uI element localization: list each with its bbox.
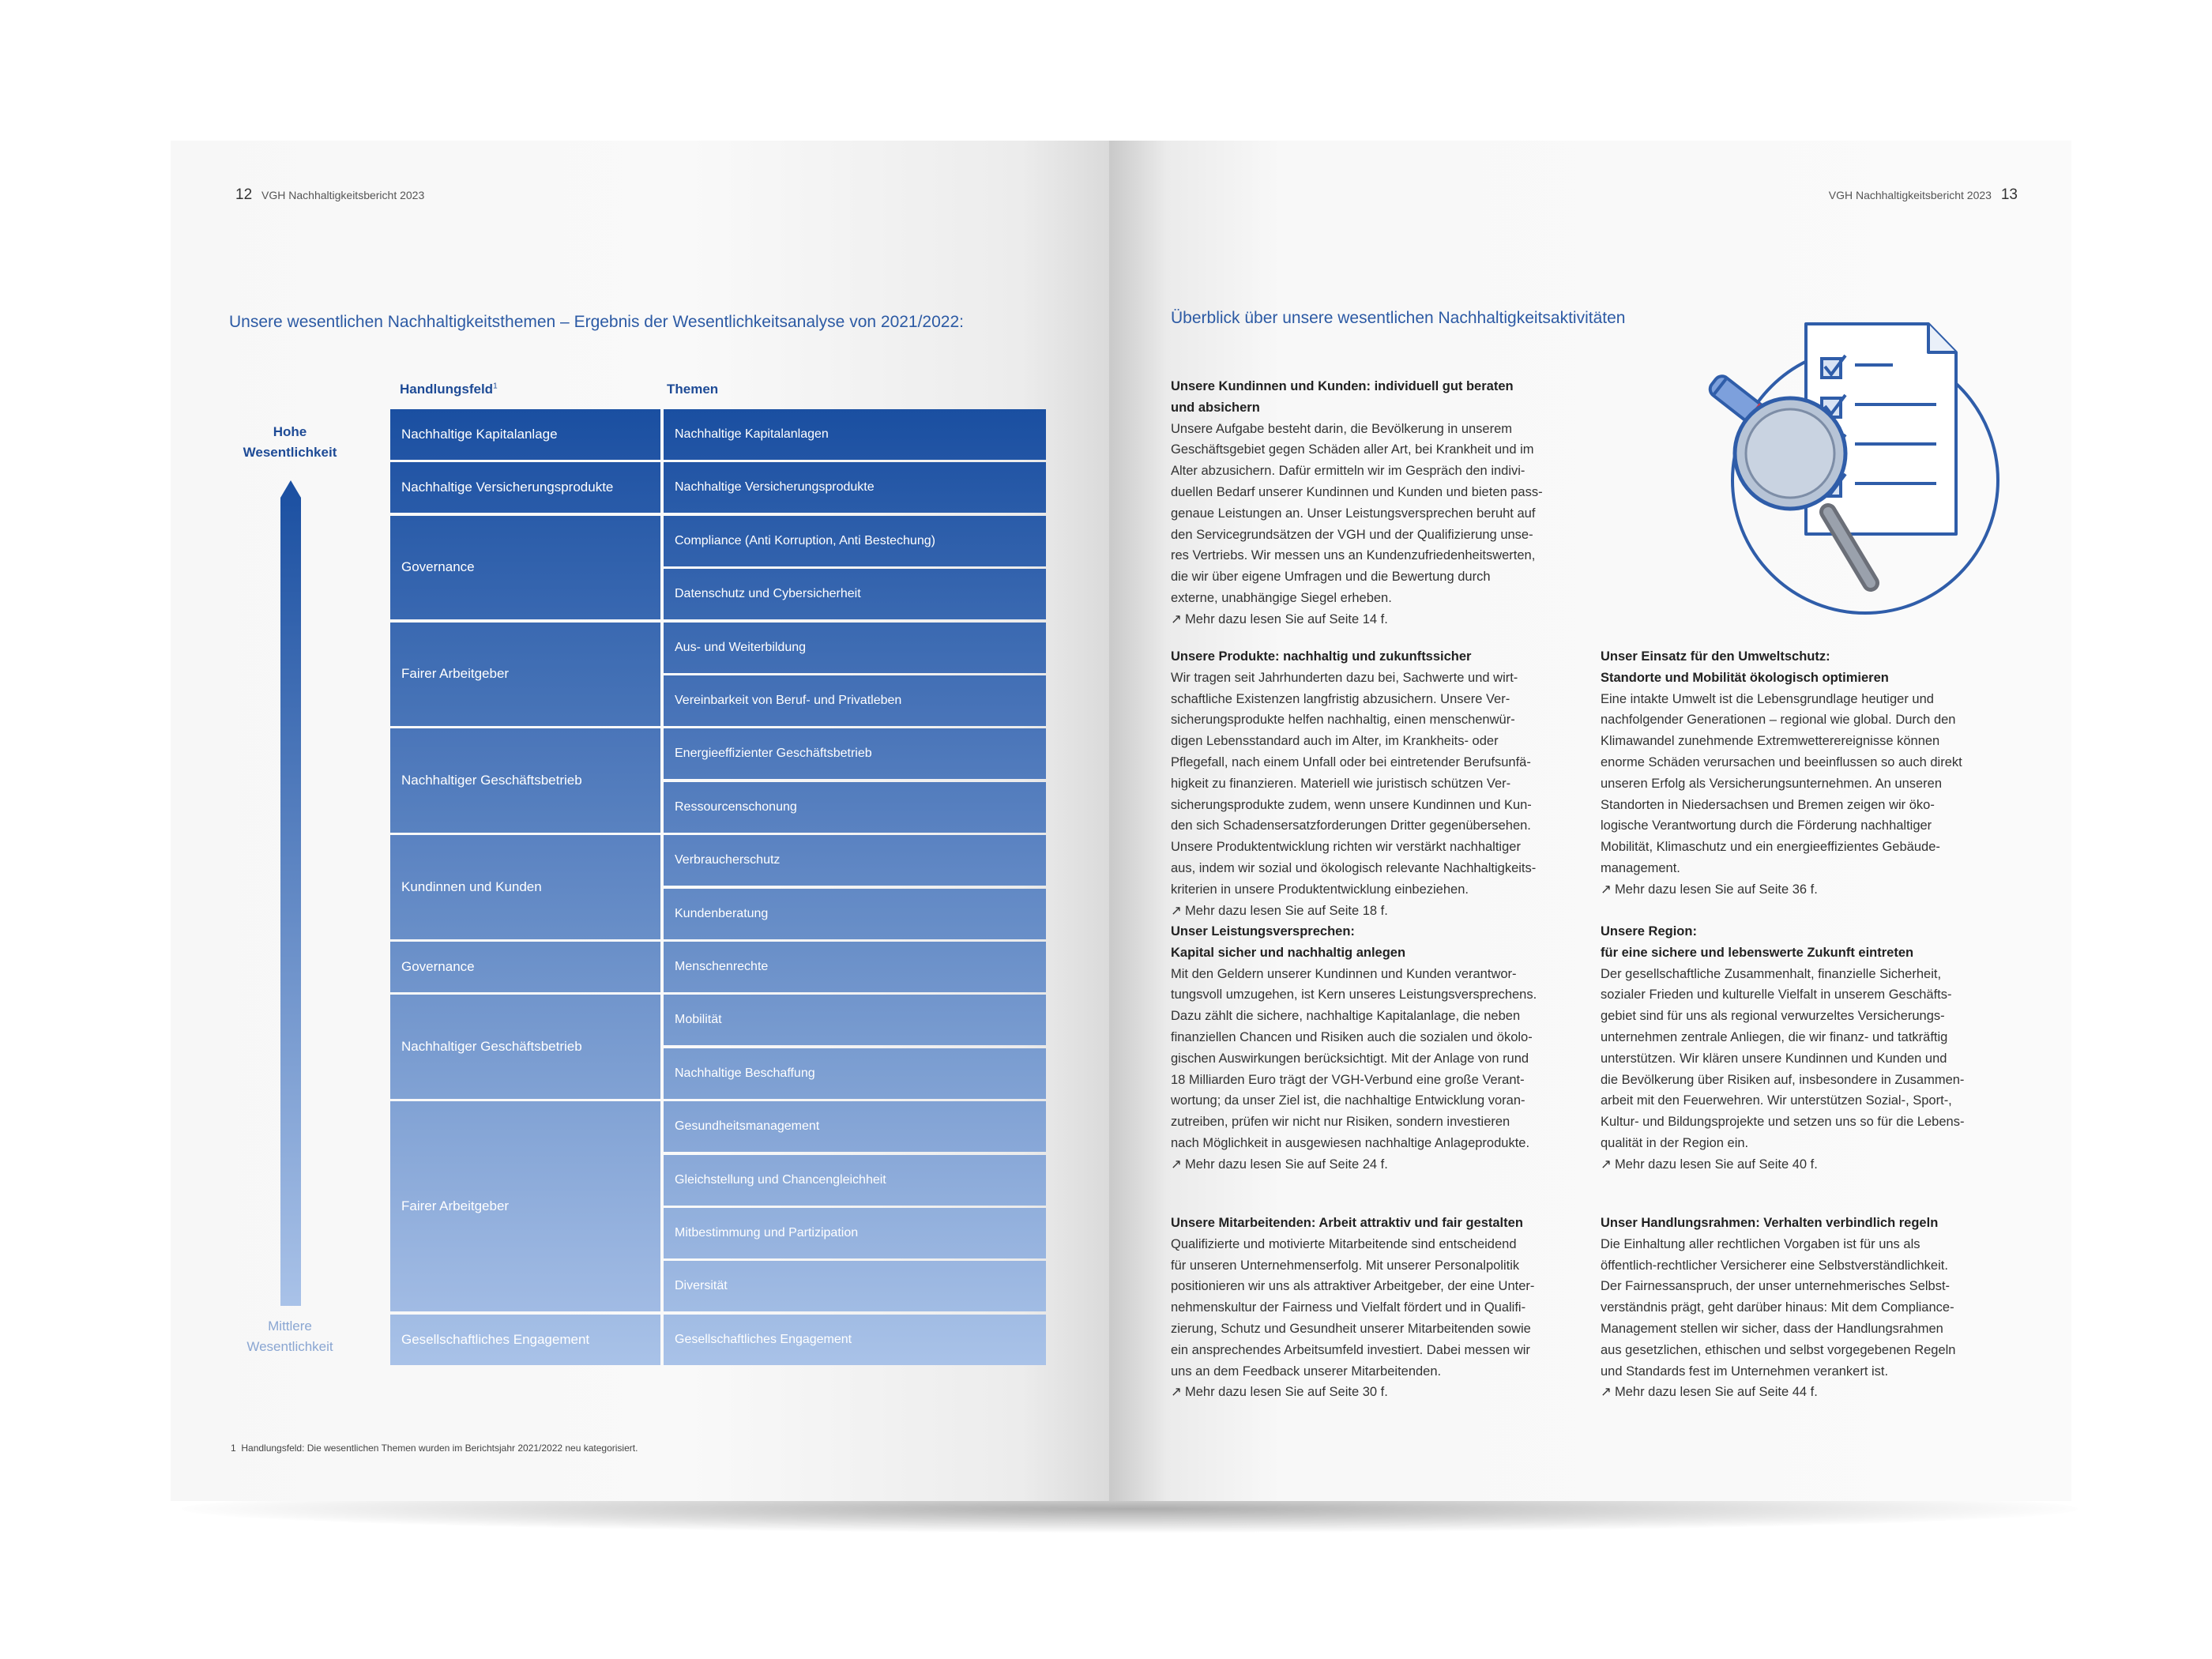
section-body-line: logische Verantwortung durch die Förderung nachhaltiger [1601,818,1932,833]
section-body-line: Pflegefall, nach einem Unfall oder bei eintretender Berufsunfä- [1171,754,1531,769]
section-body-line: Unsere Produktentwicklung richten wir verstärkt nachhaltiger [1171,840,1521,855]
topic-cell: Compliance (Anti Korruption, Anti Bestechung) [664,516,1046,566]
read-more-label: Mehr dazu lesen Sie auf Seite 30 f. [1185,1385,1388,1400]
section-body-line: Unsere Aufgabe besteht darin, die Bevölkerung in unserem [1171,421,1513,436]
topic-cell: Gesundheitsmanagement [664,1101,1046,1152]
topic-cell: Nachhaltige Beschaffung [664,1048,1046,1099]
section-heading: Unsere Produkte: nachhaltig und zukunftssicher [1171,649,1472,664]
section-body-line: genaue Leistungen an. Unser Leistungsversprechen beruht auf [1171,506,1536,521]
read-more-link[interactable] [1601,1154,2011,1176]
topic-cell: Verbraucherschutz [664,835,1046,886]
section-body-line: Geschäftsgebiet gegen Schäden aller Art, bei Krankheit und im [1171,442,1534,457]
section-body-line: Klimawandel zunehmende Extremwetterereignisse können [1601,734,1940,749]
activities-title: Überblick über unsere wesentlichen Nachhaltigkeitsaktivitäten [1171,309,1626,327]
section-body-line: für unseren Unternehmenserfolg. Mit unserer Personalpolitik [1171,1258,1520,1273]
section-body-line: enorme Schäden verursachen und beeinflussen so auch direkt [1601,754,1962,769]
section-body-line: Die Einhaltung aller rechtlichen Vorgaben ist für uns als [1601,1236,1920,1251]
topic-cell: Diversität [664,1261,1046,1311]
section-body-line: aus, indem wir sozial und ökologisch relevante Nachhaltigkeits- [1171,860,1537,875]
section-body-line: kriterien in unsere Produktentwicklung einbeziehen. [1171,882,1469,897]
topic-cell: Vereinbarkeit von Beruf- und Privatleben [664,675,1046,726]
section-heading: Standorte und Mobilität ökologisch optimieren [1601,670,1889,685]
section-body-line: management. [1601,860,1680,875]
read-more-link[interactable] [1171,609,1582,630]
section-body-line: sicherungsprodukte helfen nachhaltig, einen menschenwür- [1171,713,1515,728]
section-body-line: verständnis prägt, geht darüber hinaus: Mit dem Compliance- [1601,1300,1954,1315]
section-heading: Unser Handlungsrahmen: Verhalten verbindlich regeln [1601,1216,1939,1230]
section-body-line: und Standards fest im Unternehmen verankert ist. [1601,1364,1889,1379]
handlungsfeld-cell: Governance [390,516,660,619]
read-more-link[interactable] [1171,901,1582,922]
section-body-line: den Servicegrundsätzen der VGH und der Qualifizierung unse- [1171,527,1533,542]
topic-cell: Gesellschaftliches Engagement [664,1315,1046,1365]
footnote: 1 Handlungsfeld: Die wesentlichen Themen wurden im Berichtsjahr 2021/2022 neu kategorisiert. [231,1443,638,1454]
section-body-line: finanziellen Chancen und Risiken auch die sozialen und ökolo- [1171,1029,1533,1044]
right-running-header [1829,186,2024,204]
section-body-line: nehmenskultur der Fairness und Vielfalt fördert und in Qualifi- [1171,1300,1526,1315]
section-body-line: zutreiben, prüfen wir nicht nur Risiken, sondern investieren [1171,1115,1510,1130]
arrow-up-right-icon: ↗ [1171,1157,1182,1172]
activity-section [1601,921,2011,1176]
section-body-line: Standorten in Niedersachsen und Bremen zeigen wir öko- [1601,797,1935,812]
topic-cell: Mitbestimmung und Partizipation [664,1208,1046,1258]
section-body-line: positionieren wir uns als attraktiver Arbeitgeber, der eine Unter- [1171,1279,1535,1294]
section-body-line: die wir über eigene Umfragen und die Bewertung durch [1171,570,1491,585]
section-body-line: duellen Bedarf unserer Kundinnen und Kunden und bieten pass- [1171,484,1543,499]
section-heading: für eine sichere und lebenswerte Zukunft eintreten [1601,945,1914,960]
section-body-line: öffentlich-rechtlicher Versicherer eine Selbstverständlichkeit. [1601,1258,1948,1273]
report-title: VGH Nachhaltigkeitsbericht 2023 [261,189,425,201]
materiality-scale-arrow-icon [275,480,307,1306]
read-more-link[interactable] [1601,879,2011,901]
left-page [171,141,1115,1501]
section-body-line: den sich Schadensersatzforderungen Dritter gegenübersehen. [1171,818,1531,833]
handlungsfeld-cell: Kundinnen und Kunden [390,835,660,939]
section-body-line: sozialer Frieden und kulturelle Vielfalt in unserem Geschäfts- [1601,988,1952,1003]
arrow-up-right-icon: ↗ [1601,1157,1612,1172]
section-body-line: die Bevölkerung über Risiken auf, insbesondere in Zusammen- [1601,1072,1965,1087]
topic-cell: Gleichstellung und Chancengleichheit [664,1155,1046,1206]
handlungsfeld-cell: Governance [390,942,660,992]
handlungsfeld-cell: Nachhaltiger Geschäftsbetrieb [390,995,660,1098]
handlungsfeld-cell: Fairer Arbeitgeber [390,1101,660,1311]
section-body-line: unseren Erfolg als Versicherungsunternehmen. An unseren [1601,776,1943,791]
section-heading: Kapital sicher und nachhaltig anlegen [1171,945,1406,960]
materiality-title: Unsere wesentlichen Nachhaltigkeitsthemen – Ergebnis der Wesentlichkeitsanalyse von 2021/2022: [229,313,964,331]
topic-cell: Kundenberatung [664,889,1046,939]
arrow-up-right-icon: ↗ [1601,882,1612,897]
section-body-line: schaftliche Existenzen langfristig abzusichern. Unsere Ver- [1171,691,1510,706]
section-body-line: Alter abzusichern. Dafür ermitteln wir im Gespräch den indivi- [1171,464,1525,479]
topic-cell: Aus- und Weiterbildung [664,623,1046,673]
activity-section [1601,1213,2011,1403]
topic-cell: Ressourcenschonung [664,782,1046,833]
read-more-link[interactable] [1601,1382,2011,1403]
read-more-label: Mehr dazu lesen Sie auf Seite 40 f. [1615,1157,1818,1172]
section-body-line: aus gesetzlichen, ethischen und selbst vorgegebenen Regeln [1601,1342,1956,1357]
page-number: 13 [2000,186,2018,203]
column-header-themen: Themen [667,382,719,397]
read-more-label: Mehr dazu lesen Sie auf Seite 36 f. [1615,882,1818,897]
scale-label-medium: Mittlere Wesentlichkeit [246,1319,333,1354]
section-body-line: higkeit zu finanzieren. Materiell wie juristisch schützen Ver- [1171,776,1511,791]
section-body-line: Eine intakte Umwelt ist die Lebensgrundlage heutiger und [1601,691,1934,706]
section-body-line: Der gesellschaftliche Zusammenhalt, finanzielle Sicherheit, [1601,966,1942,981]
section-body-line: zierung, Schutz und Gesundheit unserer Mitarbeitenden sowie [1171,1321,1531,1336]
section-body-line: sicherungsprodukte zudem, wenn unsere Kundinnen und Kun- [1171,797,1532,812]
section-heading: Unsere Kundinnen und Kunden: individuell gut beraten [1171,379,1514,393]
handlungsfeld-cell: Fairer Arbeitgeber [390,623,660,726]
section-body-line: nachfolgender Generationen – regional wie global. Durch den [1601,713,1956,728]
topic-cell: Nachhaltige Versicherungsprodukte [664,462,1046,513]
section-heading: Unsere Mitarbeitenden: Arbeit attraktiv und fair gestalten [1171,1216,1523,1230]
section-body-line: gebiet sind für uns als regional verwurzeltes Versicherungs- [1601,1009,1945,1024]
section-body-line: unternehmen zentrale Anliegen, die wir finanz- und tatkräftig [1601,1029,1948,1044]
topic-cell: Menschenrechte [664,942,1046,992]
section-body-line: arbeit mit den Feuerwehren. Wir unterstützen Sozial-, Sport-, [1601,1093,1952,1108]
activity-section [1171,646,1582,921]
left-running-header [229,186,424,204]
section-body-line: ein ansprechendes Arbeitsumfeld investiert. Dabei messen wir [1171,1342,1530,1357]
section-body-line: Dazu zählt die sichere, nachhaltige Kapitalanlage, die neben [1171,1009,1521,1024]
arrow-up-right-icon: ↗ [1171,611,1182,626]
footnote-marker: 1 [493,382,498,391]
section-body-line: Wir tragen seit Jahrhunderten dazu bei, Sachwerte und wirt- [1171,670,1518,685]
section-heading: Unser Leistungsversprechen: [1171,924,1355,939]
handlungsfeld-cell: Nachhaltige Kapitalanlage [390,409,660,460]
read-more-label: Mehr dazu lesen Sie auf Seite 44 f. [1615,1385,1818,1400]
read-more-link[interactable] [1171,1154,1582,1176]
section-body-line: externe, unabhängige Siegel erheben. [1171,590,1392,605]
right-page [1109,141,2071,1501]
section-body-line: Kultur- und Bildungsprojekte und setzen uns so für die Lebens- [1601,1115,1965,1130]
section-body-line: wortung; da unser Ziel ist, die nachhaltige Entwicklung voran- [1171,1093,1525,1108]
section-body-line: nach Möglichkeit in ausgewiesen nachhaltige Anlageprodukte. [1171,1135,1530,1150]
read-more-label: Mehr dazu lesen Sie auf Seite 18 f. [1185,903,1388,918]
topic-cell: Nachhaltige Kapitalanlagen [664,409,1046,460]
section-body-line: gischen Auswirkungen berücksichtigt. Mit der Anlage von rund [1171,1051,1529,1066]
read-more-link[interactable] [1171,1382,1582,1403]
page-number: 12 [235,186,253,203]
section-body-line: Der Fairnessanspruch, der unser unternehmerisches Selbst- [1601,1279,1951,1294]
section-body-line: Mit den Geldern unserer Kundinnen und Kunden verantwor- [1171,966,1517,981]
section-body-line: qualität in der Region ein. [1601,1135,1749,1150]
handlungsfeld-cell: Nachhaltiger Geschäftsbetrieb [390,728,660,832]
section-heading: und absichern [1171,400,1260,415]
activity-section [1601,646,2011,901]
section-body-line: Management stellen wir sicher, dass der Handlungsrahmen [1601,1321,1943,1336]
section-heading: Unser Einsatz für den Umweltschutz: [1601,649,1830,664]
checklist-document-pen-magnifier-icon [1703,313,2051,637]
section-body-line: 18 Milliarden Euro trägt der VGH-Verbund eine große Verant- [1171,1072,1525,1087]
read-more-label: Mehr dazu lesen Sie auf Seite 14 f. [1185,611,1388,626]
column-header-handlungsfeld: Handlungsfeld$^1$ [400,382,498,397]
activity-section [1171,376,1582,630]
arrow-up-right-icon: ↗ [1171,903,1182,918]
topic-cell: Energieeffizienter Geschäftsbetrieb [664,728,1046,779]
materiality-matrix [390,409,1055,1367]
handlungsfeld-cell: Nachhaltige Versicherungsprodukte [390,462,660,513]
arrow-up-right-icon: ↗ [1171,1385,1182,1400]
section-body-line: tungsvoll umzugehen, ist Kern unseres Leistungsversprechens. [1171,988,1537,1003]
activity-section [1171,921,1582,1176]
section-heading: Unsere Region: [1601,924,1697,939]
section-body-line: Mobilität, Klimaschutz und ein energieeffizientes Gebäude- [1601,840,1940,855]
section-body-line: Qualifizierte und motivierte Mitarbeitende sind entscheidend [1171,1236,1517,1251]
arrow-up-right-icon: ↗ [1601,1385,1612,1400]
section-body-line: digen Lebensstandard auch im Alter, im Krankheits- oder [1171,734,1499,749]
handlungsfeld-cell: Gesellschaftliches Engagement [390,1315,660,1365]
report-title: VGH Nachhaltigkeitsbericht 2023 [1828,189,1992,201]
section-body-line: unterstützen. Wir klären unsere Kundinnen und Kunden und [1601,1051,1947,1066]
scale-label-high: Hohe Wesentlichkeit [243,424,337,460]
activity-section [1171,1213,1582,1403]
topic-cell: Mobilität [664,995,1046,1045]
topic-cell: Datenschutz und Cybersicherheit [664,569,1046,619]
section-body-line: uns an dem Feedback unserer Mitarbeitenden. [1171,1364,1442,1379]
section-body-line: res Vertriebs. Wir messen uns an Kundenzufriedenheitswerten, [1171,548,1536,563]
read-more-label: Mehr dazu lesen Sie auf Seite 24 f. [1185,1157,1388,1172]
